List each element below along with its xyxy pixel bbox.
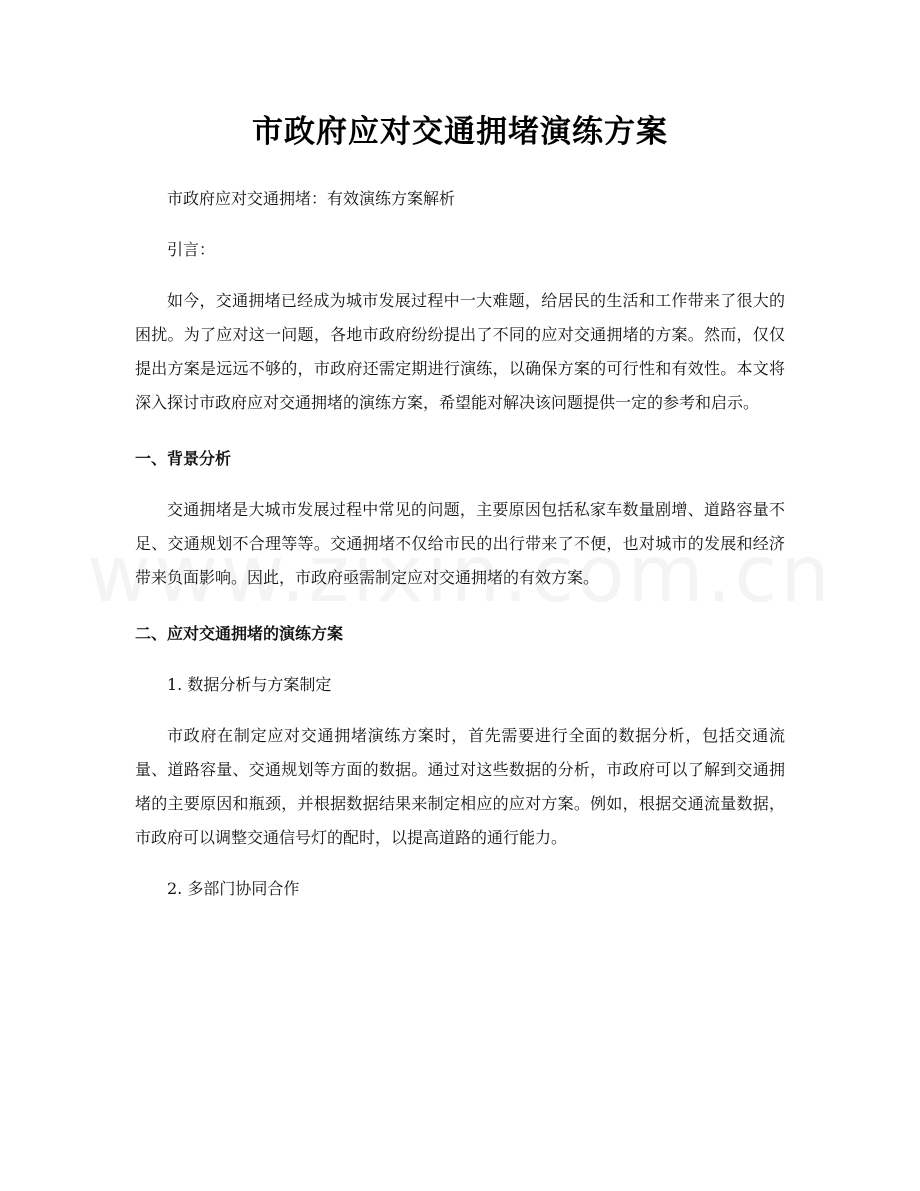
data-analysis-paragraph: 市政府在制定应对交通拥堵演练方案时，首先需要进行全面的数据分析，包括交通流量、道路容量、交通规划等方面的数据。通过对这些数据的分析，市政府可以了解到交通拥堵的主要原因和瓶颈，并根据数据结果来制定相应的应对方案。例如，根据交通流量数据，市政府可以调整交通信号灯的配时，以提高道路的通行能力。: [135, 726, 785, 847]
background-paragraph: 交通拥堵是大城市发展过程中常见的问题，主要原因包括私家车数量剧增、道路容量不足、交通规划不合理等等。交通拥堵不仅给市民的出行带来了不便，也对城市的发展和经济带来负面影响。因此，市政府亟需制定应对交通拥堵的有效方案。: [135, 500, 785, 587]
intro-paragraph: 如今，交通拥堵已经成为城市发展过程中一大难题，给居民的生活和工作带来了很大的困扰。为了应对这一问题，各地市政府纷纷提出了不同的应对交通拥堵的方案。然而，仅仅提出方案是远远不够的，市政府还需定期进行演练，以确保方案的可行性和有效性。本文将深入探讨市政府应对交通拥堵的演练方案，希望能对解决该问题提供一定的参考和启示。: [135, 291, 785, 412]
section-heading-drill-plan: 二、应对交通拥堵的演练方案: [135, 624, 344, 643]
subtitle-paragraph: 市政府应对交通拥堵：有效演练方案解析: [167, 189, 456, 208]
subsection-title-data-analysis: 1. 数据分析与方案制定: [167, 675, 332, 694]
document-title: 市政府应对交通拥堵演练方案: [252, 114, 668, 150]
subsection-title-cooperation: 2. 多部门协同合作: [167, 879, 300, 898]
intro-label: 引言：: [167, 240, 216, 259]
section-heading-background: 一、背景分析: [135, 449, 232, 468]
